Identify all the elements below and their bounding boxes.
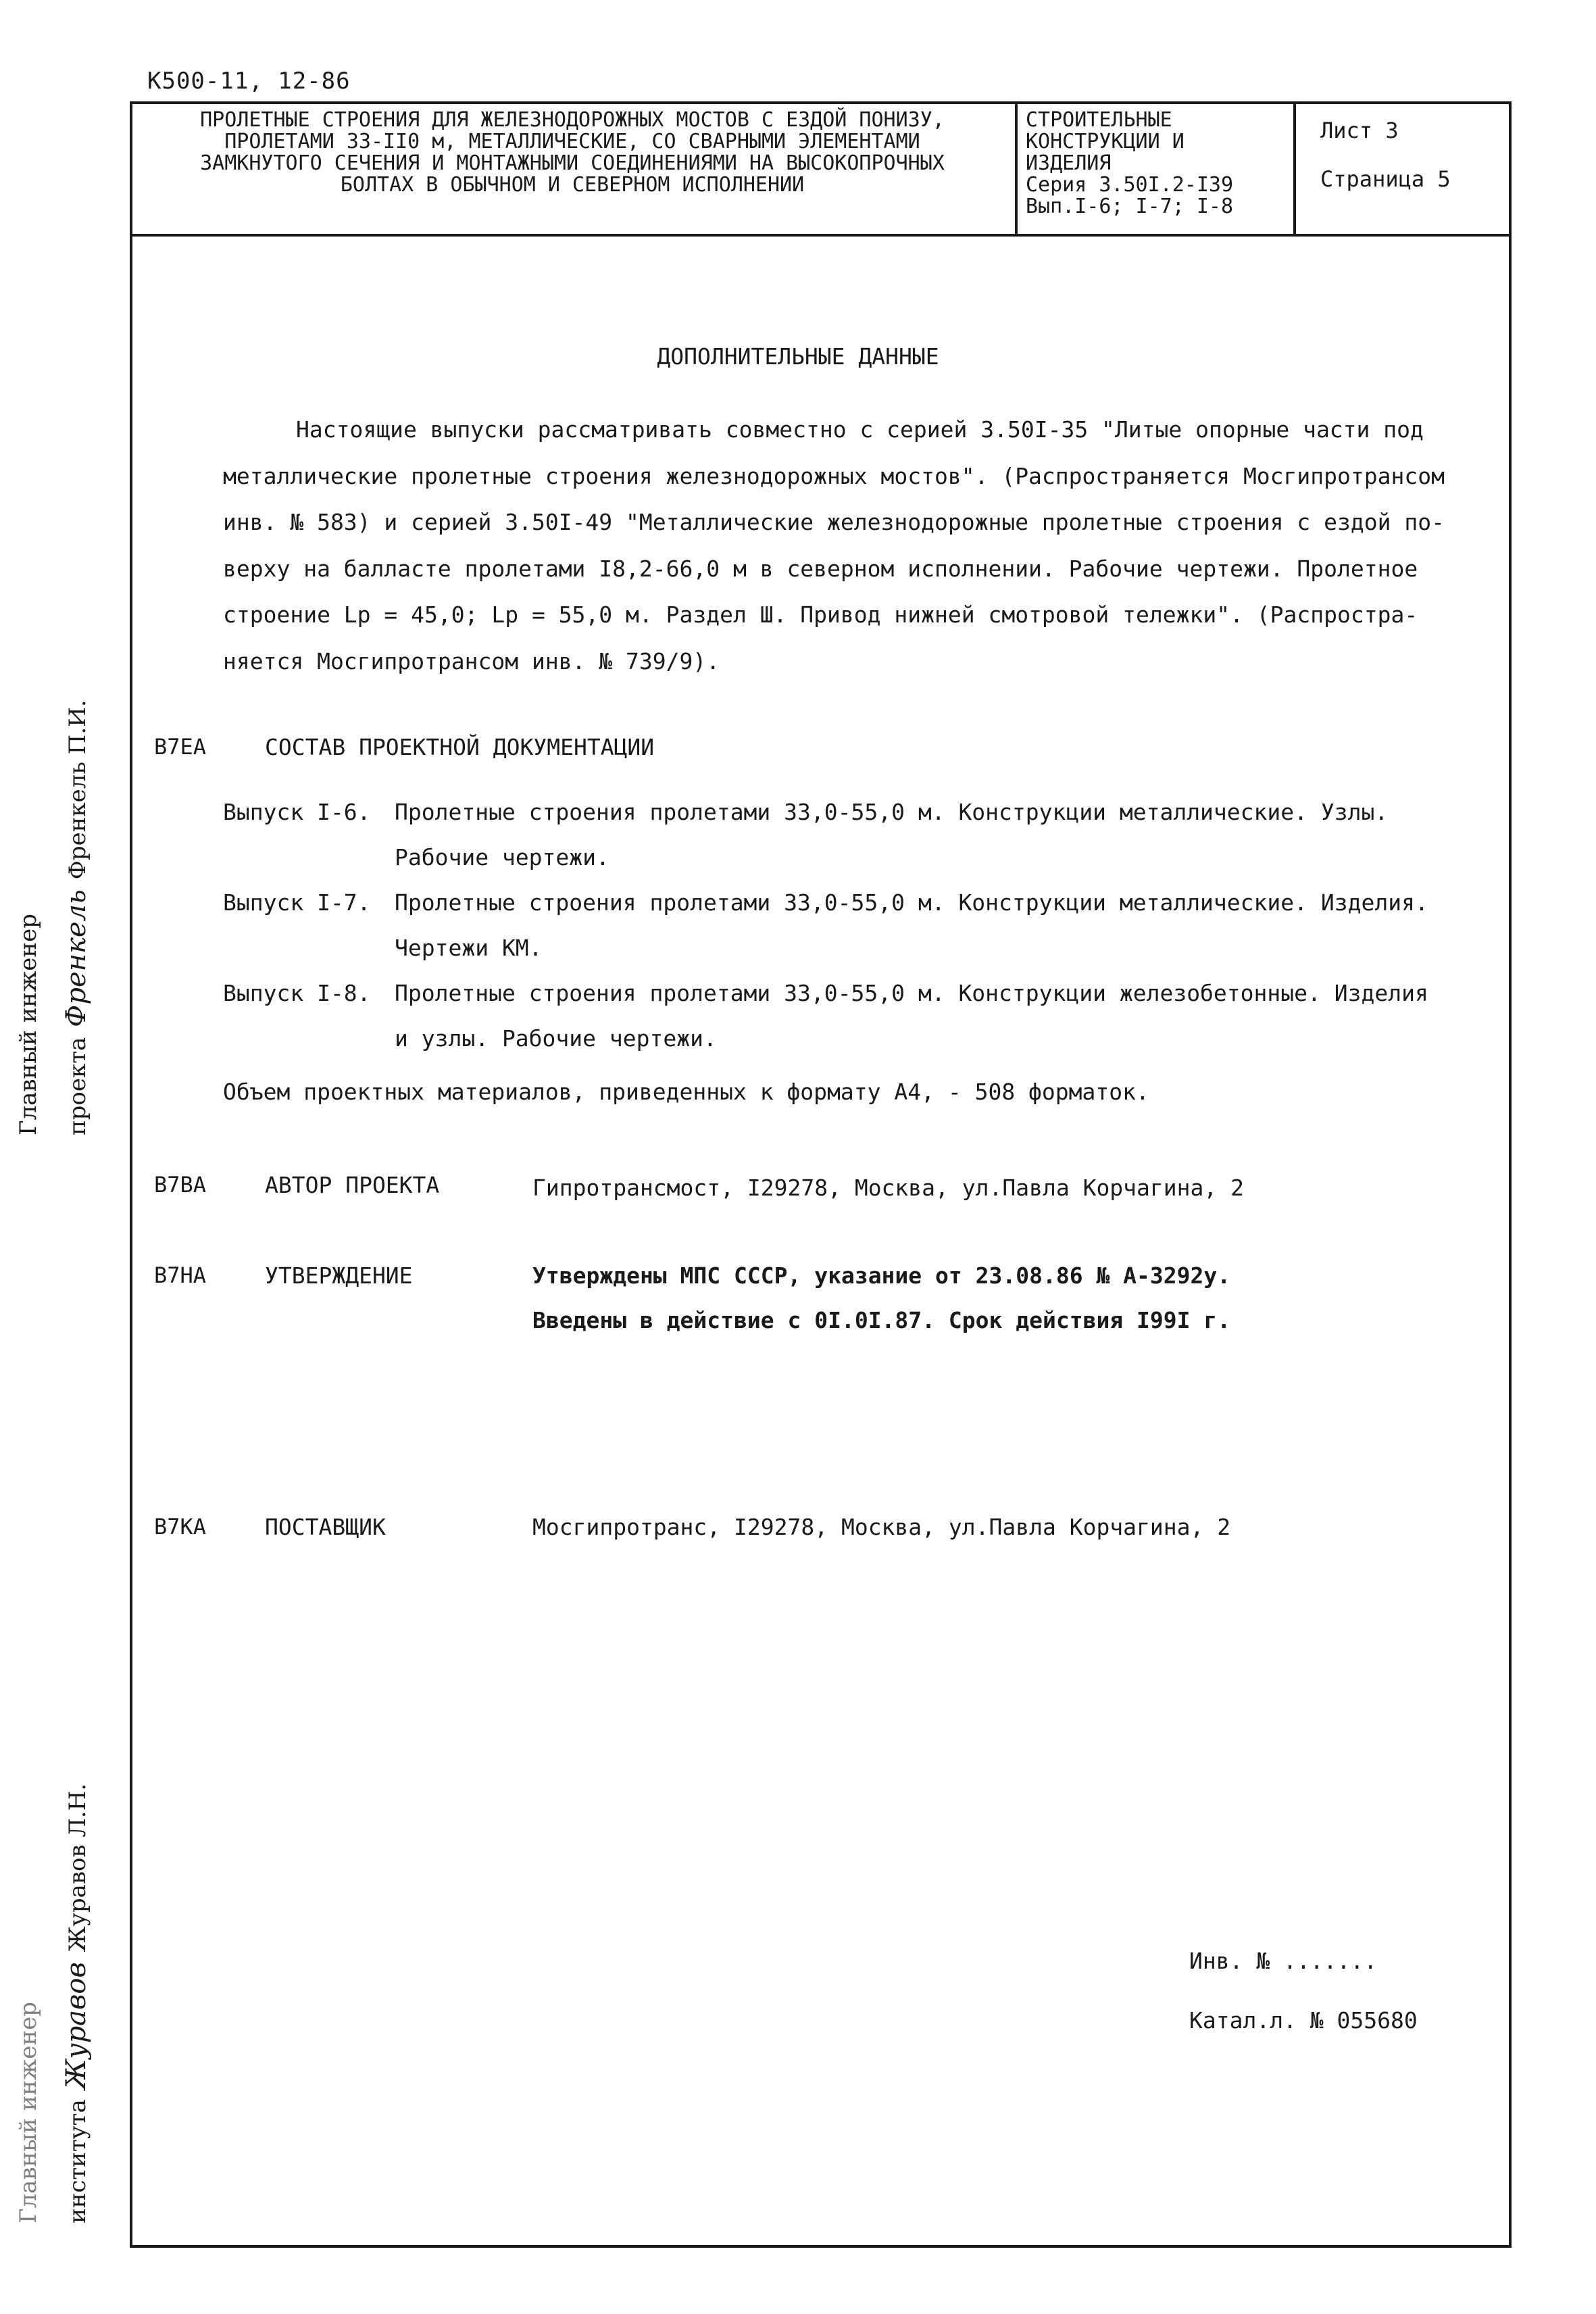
institute-engineer-signature-line [61,1783,92,2223]
author-value: Гипротрансмост, I29278, Москва, ул.Павла Корчагина, 2 [532,1175,1244,1201]
chief-engineer-title: Главный инженер [15,914,42,1135]
issue-description: Пролетные строения пролетами 33,0-55,0 м. Конструкции металлические. Узлы. Рабочие чертежи. [395,799,1389,870]
chief-engineer-signature-line [61,699,92,1135]
title-block-divider [1015,101,1018,234]
page-number: Страница 5 [1320,166,1451,192]
supplier-code: В7КА [154,1514,207,1540]
intro-paragraph: Настоящие выпуски рассматривать совместно с серией 3.50I-35 "Литые опорные части под металлические пролетные строения железнодорожных мостов". (Распространяется Мосгипротрансом инв. № 583) и серией 3.50I-49 "Металлические железнодорожные пролетные строения с ездой по- верху на балласте пролетами I8,2-66,0 м в северном исполнении. Рабочие чертежи. Пролетное строение Lр = 45,0; Lр = 55,0 м. Раздел Ш. Привод нижней смотровой тележки". (Распростра- няется Мосгипротрансом инв. № 739/9). [223,416,1445,674]
institute-engineer-name: Журавов Л.Н. [64,1783,91,1952]
issue-label: Выпуск I-8. [223,980,371,1006]
series-block: СТРОИТЕЛЬНЫЕ КОНСТРУКЦИИ И ИЗДЕЛИЯ Серия 3.50I.2-I39 Вып.I-6; I-7; I-8 [1026,108,1234,218]
volume-note: Объем проектных материалов, приведенных к формату А4, - 508 форматок. [223,1079,1149,1105]
supplier-label: ПОСТАВЩИК [265,1514,386,1540]
chief-engineer-role: проекта [64,1037,91,1135]
section-title: ДОПОЛНИТЕЛЬНЫЕ ДАННЫЕ [657,343,939,370]
issue-label: Выпуск I-6. [223,799,371,825]
composition-label: СОСТАВ ПРОЕКТНОЙ ДОКУМЕНТАЦИИ [265,734,655,760]
institute-engineer-title: Главный инженер [15,2002,42,2223]
issue-label: Выпуск I-7. [223,889,371,916]
approval-code: В7НА [154,1262,207,1288]
issue-description: Пролетные строения пролетами 33,0-55,0 м. Конструкции металлические. Изделия. Чертежи КМ. [395,889,1428,961]
institute-engineer-signature: Журавов [61,1962,92,2090]
chief-engineer-signature: Френкель [61,889,92,1027]
composition-code: В7ЕА [154,734,207,760]
sheet-number: Лист 3 [1320,118,1399,143]
chief-engineer-name: Френкель П.И. [64,699,91,880]
catalog-number: Катал.л. № 055680 [1189,2007,1418,2034]
author-label: АВТОР ПРОЕКТА [265,1172,440,1198]
approval-label: УТВЕРЖДЕНИЕ [265,1262,413,1289]
document-code: К500-11, 12-86 [147,68,351,95]
author-code: В7ВА [154,1172,207,1198]
inventory-number: Инв. № ....... [1189,1948,1378,1974]
title-block-divider [1293,101,1296,234]
supplier-value: Мосгипротранс, I29278, Москва, ул.Павла Корчагина, 2 [532,1514,1231,1540]
institute-engineer-role: института [64,2099,91,2223]
document-title: ПРОЛЕТНЫЕ СТРОЕНИЯ ДЛЯ ЖЕЛЕЗНОДОРОЖНЫХ МОСТОВ С ЕЗДОЙ ПОНИЗУ, ПРОЛЕТАМИ 33-II0 м, МЕТАЛЛИЧЕСКИЕ, СО СВАРНЫМИ ЭЛЕМЕНТАМИ ЗАМКНУТОГО СЕЧЕНИЯ И МОНТАЖНЫМИ СОЕДИНЕНИЯМИ НА ВЫСОКОПРОЧНЫХ БОЛТАХ В ОБЫЧНОМ И СЕВЕРНОМ ИСПОЛНЕНИИ [200,108,945,197]
issue-description: Пролетные строения пролетами 33,0-55,0 м. Конструкции железобетонные. Изделия и узлы. Рабочие чертежи. [395,980,1428,1052]
title-block [130,101,1512,237]
approval-decree: Утверждены МПС СССР, указание от 23.08.86 № А-3292у. [532,1262,1231,1289]
approval-effective: Введены в действие с 0I.0I.87. Срок действия I99I г. [532,1307,1231,1333]
